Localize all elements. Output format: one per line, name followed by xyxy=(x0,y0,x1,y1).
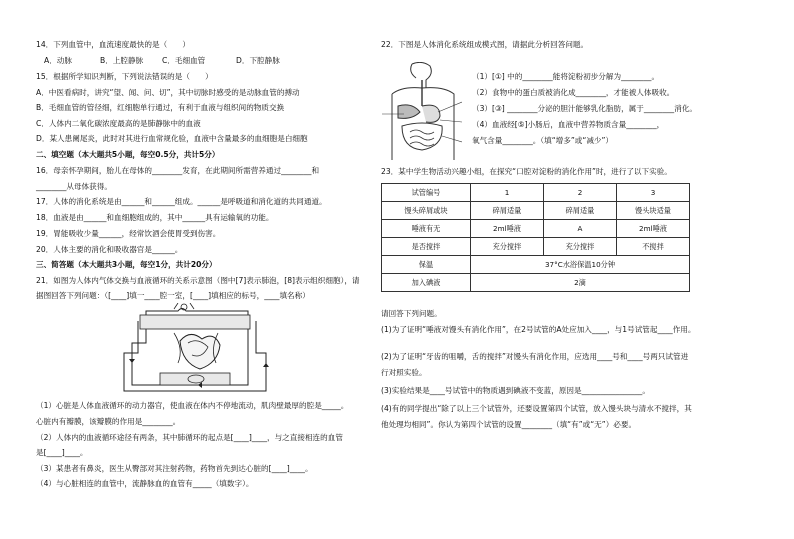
q15-option-b: B．毛细血管的管径细，红细胞单行通过，有利于血液与组织间的物质交换 xyxy=(36,103,285,112)
q15-stem: 15．根据所学知识判断，下列说法错误的是（ ） xyxy=(36,72,213,81)
q23-2-line2: 行对照实验。 xyxy=(381,368,427,377)
table-cell: 馒头块适量 xyxy=(617,202,690,220)
label-lines xyxy=(382,102,462,142)
q19: 19．胃能吸收少量______，经常饮酒会使胃受到伤害。 xyxy=(36,229,221,238)
large-intestine-icon xyxy=(402,123,442,150)
table-cell: 3 xyxy=(617,184,690,202)
q23-stem: 23．某中学生物活动兴趣小组，在探究“口腔对淀粉的消化作用”时，进行了以下实验。 xyxy=(381,167,672,176)
q21-line1: 21．如图为人体内气体交换与血液循环的关系示意图（图中[7]表示肺泡，[8]表示组织细胞），请 xyxy=(36,276,360,285)
table-row xyxy=(382,220,690,238)
table-row xyxy=(382,184,690,202)
q23-3: (3)实验结果是____号试管中的物质遇到碘液不变蓝，原因是________________。 xyxy=(381,386,650,395)
section-2-heading: 二、填空题（本大题共5小题，每空0.5分，共计5分） xyxy=(36,150,220,159)
q21-1-line1: （1）心脏是人体血液循环的动力器官，使血液在体内不停地流动，肌肉壁最厚的腔是_____。 xyxy=(36,401,349,410)
head-outline xyxy=(411,62,432,88)
table-cell: 1 xyxy=(471,184,544,202)
table-cell: 加入碘液 xyxy=(382,274,471,292)
table-cell: 是否搅拌 xyxy=(382,238,471,256)
q21-line2: 据图回答下列问题：（[____]填一____腔一室，[____]填相应的标号，____填名称） xyxy=(36,291,310,300)
q21-3: （3）某患者有鼻炎，医生从臀部对其注射药物，药物首先到达心脏的[____]____。 xyxy=(36,464,313,473)
q14-stem: 14．下列血管中，血流速度最快的是（ ） xyxy=(36,40,190,49)
table-cell: 碎屑适量 xyxy=(471,202,544,220)
q15-option-d: D．某人患阑尾炎，此时对其进行血常规化验，血液中含量最多的血细胞是白细胞 xyxy=(36,134,308,143)
table-row xyxy=(382,256,690,274)
table-row xyxy=(382,202,690,220)
heart-icon xyxy=(180,334,220,369)
lung-capillary-bed xyxy=(140,315,250,329)
table-cell: A xyxy=(544,220,617,238)
q23-1: (1)为了证明“唾液对馒头有消化作用”，在2号试管的A处应加入____，与1号试管起____作用。 xyxy=(381,325,696,334)
table-cell: 不搅拌 xyxy=(617,238,690,256)
q22-3: （3）[③] ________分泌的胆汁能够乳化脂肪，属于________消化。 xyxy=(472,104,698,113)
q14-option-b: B．上腔静脉 xyxy=(100,56,144,65)
q15-option-c: C．人体内二氧化碳浓度最高的是肺静脉中的血液 xyxy=(36,119,201,128)
section-3-heading: 三、简答题（本大题共3小题，每空1分，共计20分） xyxy=(36,260,217,269)
table-cell: 37°C水浴保温10分钟 xyxy=(471,256,690,274)
table-cell: 2ml唾液 xyxy=(617,220,690,238)
q22-4-line1: （4）血液经[⑤]小肠后，血液中营养物质含量________， xyxy=(472,120,665,129)
table-cell: 馒头碎屑或块 xyxy=(382,202,471,220)
q23-intro: 请回答下列问题。 xyxy=(381,309,442,318)
q16-line1: 16．母亲怀孕期间，胎儿在母体的________发育，在此期间所需营养通过________和 xyxy=(36,166,320,175)
q16-line2: ________从母体获得。 xyxy=(36,182,112,191)
table-cell: 2 xyxy=(544,184,617,202)
q21-1-line2: 心脏内有瓣膜，该瓣膜的作用是________。 xyxy=(36,417,181,426)
q22-stem: 22．下图是人体消化系统组成模式图，请据此分析回答问题。 xyxy=(381,40,589,49)
stomach-icon xyxy=(422,105,440,122)
q23-4-line1: (4)有的同学提出“除了以上三个试管外，还要设置第四个试管，放入馒头块与清水不搅拌，其 xyxy=(381,404,692,413)
small-intestine-icon xyxy=(410,130,434,146)
q22-1: （1）[①] 中的________能将淀粉初步分解为________。 xyxy=(472,72,660,81)
torso-outline xyxy=(392,88,454,160)
digestive-system-diagram xyxy=(382,62,462,162)
table-cell: 2滴 xyxy=(471,274,690,292)
circulation-diagram xyxy=(118,303,278,393)
q22-4-line2: 氧气含量________。（填“增多”或“减少”） xyxy=(472,136,614,145)
table-cell: 保温 xyxy=(382,256,471,274)
liver-icon xyxy=(398,105,420,119)
experiment-table xyxy=(381,183,690,292)
table-cell: 唾液有无 xyxy=(382,220,471,238)
table-cell: 充分搅拌 xyxy=(544,238,617,256)
q22-2: （2）食物中的蛋白质被消化成________，才能被人体吸收。 xyxy=(472,88,675,97)
table-row xyxy=(382,238,690,256)
q15-option-a: A．中医看病时，讲究“望、闻、问、切”，其中切脉时感受的是动脉血管的搏动 xyxy=(36,88,300,97)
q18: 18．血液是由______和血细胞组成的，其中______具有运输氧的功能。 xyxy=(36,213,274,222)
table-cell: 充分搅拌 xyxy=(471,238,544,256)
q20: 20．人体主要的消化和吸收器官是______。 xyxy=(36,245,183,254)
q21-4: （4）与心脏相连的血管中，流静脉血的血管有_____（填数字）。 xyxy=(36,479,254,488)
q21-2-line2: 是[____]____。 xyxy=(36,448,88,457)
table-cell: 碎屑适量 xyxy=(544,202,617,220)
q14-option-c: C．毛细血管 xyxy=(162,56,206,65)
q21-2-line1: （2）人体内的血液循环途径有两条，其中肺循环的起点是[____]____，与之直接相连的血管 xyxy=(36,433,343,442)
table-row xyxy=(382,274,690,292)
table-cell: 试管编号 xyxy=(382,184,471,202)
q23-2-line1: (2)为了证明“牙齿的咀嚼，舌的搅拌”对馒头有消化作用，应选用____号和____号两只试管进 xyxy=(381,352,689,361)
q17: 17．人体的消化系统是由______和______组成。______是呼吸道和消化道的共同通道。 xyxy=(36,197,327,206)
table-cell: 2ml唾液 xyxy=(471,220,544,238)
q14-options xyxy=(44,56,280,66)
q14-option-a: A．动脉 xyxy=(44,56,72,65)
q23-4-line2: 他处理均相同”。你认为第四个试管的设置________（填“有”或“无”）必要。 xyxy=(381,420,637,429)
q14-option-d: D．下腔静脉 xyxy=(236,56,280,65)
